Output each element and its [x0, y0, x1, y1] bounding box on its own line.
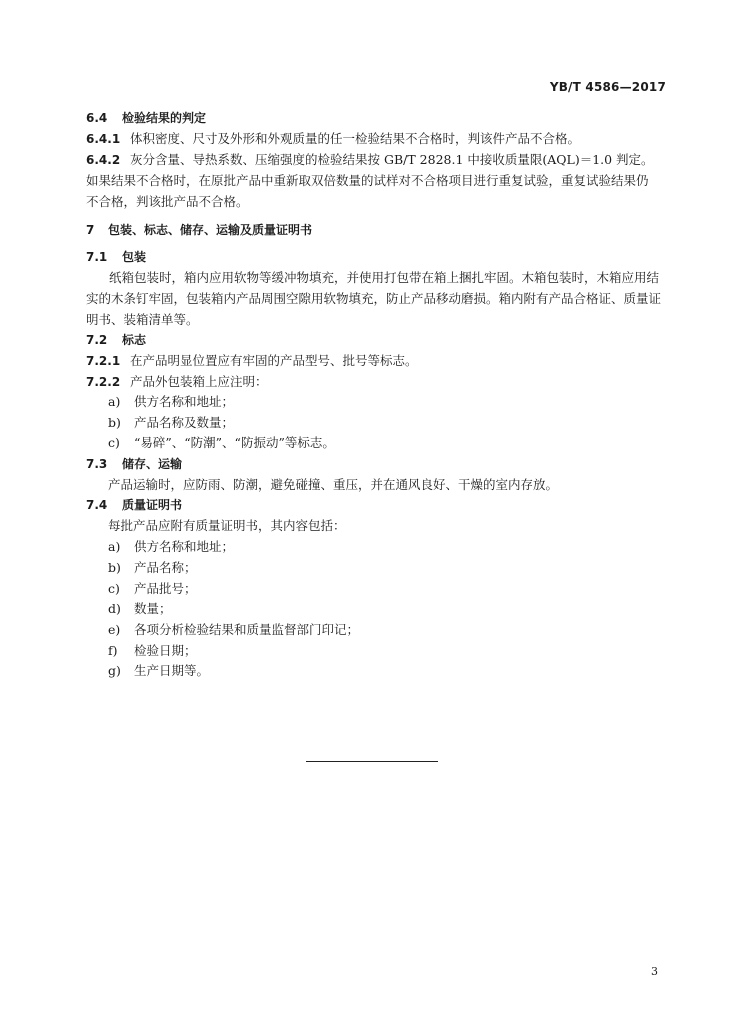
section-number: 6.4 — [86, 111, 108, 125]
section-number: 7.2 — [86, 333, 108, 347]
packaging-paragraph-line-3: 明书、装箱清单等。 — [86, 312, 199, 327]
list-item-text: 供方名称和地址； — [134, 394, 235, 409]
standard-code: YB/T 4586—2017 — [549, 80, 666, 94]
list-item-text: 供方名称和地址； — [134, 539, 235, 554]
list-item-label: f) — [108, 643, 118, 658]
list-item-label: b) — [108, 560, 121, 575]
clause-text: 体积密度、尺寸及外形和外观质量的任一检验结果不合格时，判该件产品不合格。 — [130, 131, 581, 146]
list-item-text: 产品名称及数量； — [134, 415, 235, 430]
list-item — [108, 621, 359, 639]
list-item — [108, 600, 172, 618]
list-item-label: c) — [108, 581, 120, 596]
section-number: 7.4 — [86, 498, 108, 512]
section-title: 质量证明书 — [122, 498, 183, 512]
list-item-label: c) — [108, 435, 120, 450]
section-7-4-heading — [86, 496, 182, 514]
section-number: 7.1 — [86, 250, 108, 264]
clause-text: 灰分含量、导热系数、压缩强度的检验结果按 GB/T 2828.1 中接收质量限(AQL)＝1.0 判定。 — [130, 152, 654, 167]
list-item-text: 检验日期； — [134, 643, 197, 658]
section-6-4-heading — [86, 109, 206, 127]
clause-6-4-1 — [86, 130, 580, 148]
list-item-text: “易碎”、“防潮”、“防振动”等标志。 — [134, 435, 335, 450]
list-item — [108, 393, 234, 411]
list-item — [108, 559, 197, 577]
clause-7-2-2 — [86, 373, 268, 391]
section-title: 检验结果的判定 — [122, 111, 207, 125]
certificate-intro: 每批产品应附有质量证明书，其内容包括： — [108, 518, 346, 533]
list-item-text: 数量； — [134, 601, 172, 616]
clause-6-4-2-line-2: 如果结果不合格时，在原批产品中重新取双倍数量的试样对不合格项目进行重复试验，重复试验结果仍 — [86, 173, 649, 188]
clause-6-4-2 — [86, 151, 654, 169]
clause-number: 6.4.1 — [86, 132, 121, 146]
clause-number: 7.2.1 — [86, 354, 121, 368]
list-item-label: a) — [108, 539, 121, 554]
section-title: 包装、标志、储存、运输及质量证明书 — [108, 223, 313, 237]
list-item-label: d) — [108, 601, 121, 616]
clause-6-4-2-line-3: 不合格，判该批产品不合格。 — [86, 194, 249, 209]
list-item-label: b) — [108, 415, 121, 430]
section-7-3-heading — [86, 455, 182, 473]
list-item-text: 生产日期等。 — [134, 663, 210, 678]
section-7-1-heading — [86, 248, 146, 266]
section-7-2-heading — [86, 331, 146, 349]
section-title: 包装 — [122, 250, 147, 264]
list-item-label: e) — [108, 622, 121, 637]
packaging-paragraph-line-2: 实的木条钉牢固，包装箱内产品周围空隙用软物填充，防止产品移动磨损。箱内附有产品合格证、质量证 — [86, 291, 662, 306]
list-item — [108, 434, 335, 452]
list-item-text: 产品批号； — [134, 581, 197, 596]
packaging-paragraph-line-1: 纸箱包装时，箱内应用软物等缓冲物填充，并使用打包带在箱上捆扎牢固。木箱包装时，木箱应用结 — [109, 270, 660, 285]
storage-transport-text: 产品运输时，应防雨、防潮，避免碰撞、重压，并在通风良好、干燥的室内存放。 — [108, 477, 559, 492]
section-7-heading — [86, 221, 312, 239]
clause-number: 7.2.2 — [86, 375, 121, 389]
section-title: 标志 — [122, 333, 147, 347]
list-item-label: a) — [108, 394, 121, 409]
clause-7-2-1 — [86, 352, 418, 370]
list-item — [108, 642, 197, 660]
page-number: 3 — [651, 965, 658, 978]
section-number: 7.3 — [86, 457, 108, 471]
list-item — [108, 414, 234, 432]
list-item-text: 产品名称； — [134, 560, 197, 575]
end-of-document-rule — [306, 761, 438, 762]
list-item-label: g) — [108, 663, 121, 678]
section-title: 储存、运输 — [122, 457, 183, 471]
clause-number: 6.4.2 — [86, 153, 121, 167]
clause-text: 产品外包装箱上应注明： — [130, 374, 268, 389]
list-item-text: 各项分析检验结果和质量监督部门印记； — [134, 622, 360, 637]
list-item — [108, 662, 209, 680]
clause-text: 在产品明显位置应有牢固的产品型号、批号等标志。 — [130, 353, 418, 368]
list-item — [108, 538, 234, 556]
list-item — [108, 580, 197, 598]
section-number: 7 — [86, 223, 95, 237]
